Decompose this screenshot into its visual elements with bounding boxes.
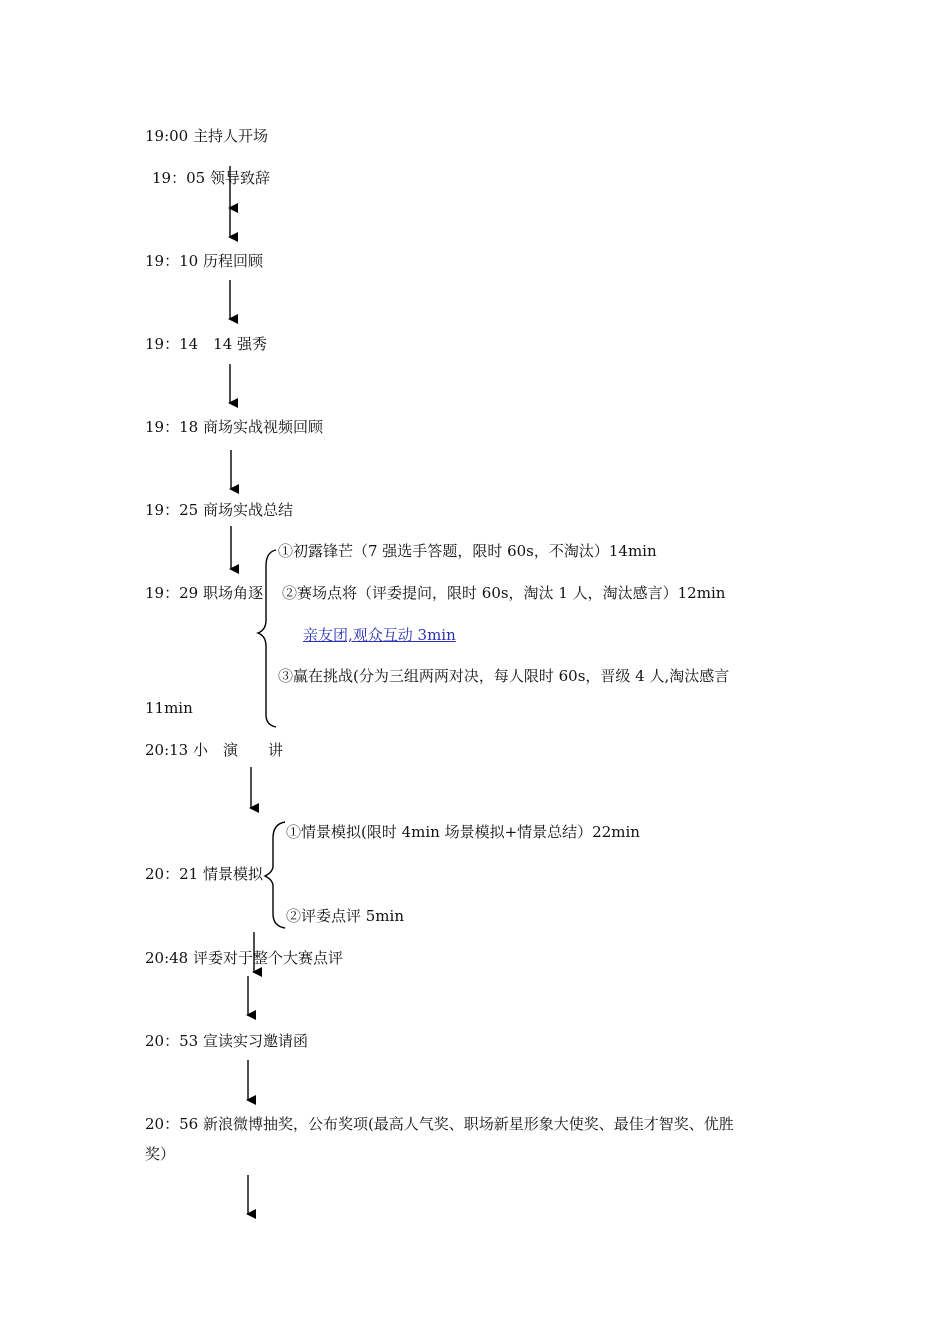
competition-round-3-tail: 11min	[145, 699, 193, 717]
competition-round-3: ③赢在挑战(分为三组两两对决，每人限时 60s，晋级 4 人,淘汰感言	[278, 667, 730, 685]
competition-round-2: ②赛场点将（评委提问，限时 60s，淘汰 1 人，淘汰感言）12min	[282, 584, 726, 602]
timeline-item: 20：56 新浪微博抽奖，公布奖项(最高人气奖、职场新星形象大使奖、最佳才智奖、优胜	[145, 1115, 734, 1133]
timeline-item: 19：10 历程回顾	[145, 252, 263, 270]
timeline-item: 20:13 小 演 讲	[145, 741, 283, 759]
brace-competition	[258, 550, 276, 727]
timeline-item: 20：53 宣读实习邀请函	[145, 1032, 308, 1050]
timeline-item: 19:00 主持人开场	[145, 127, 268, 145]
scenario-part-1: ①情景模拟(限时 4min 场景模拟+情景总结）22min	[286, 823, 640, 841]
timeline-item: 19：18 商场实战视频回顾	[145, 418, 323, 436]
timeline-item: 19：14 14 强秀	[145, 335, 268, 353]
timeline-item: 19：25 商场实战总结	[145, 501, 293, 519]
timeline-item: 20：21 情景模拟	[145, 865, 263, 883]
timeline-item: 20:48 评委对于整个大赛点评	[145, 949, 343, 967]
scenario-part-2: ②评委点评 5min	[286, 907, 404, 925]
audience-interaction-link[interactable]: 亲友团,观众互动 3min	[303, 626, 456, 644]
competition-round-1: ①初露锋芒（7 强选手答题，限时 60s，不淘汰）14min	[278, 542, 657, 560]
brace-scenario	[265, 822, 285, 928]
timeline-item: 19：05 领导致辞	[152, 169, 270, 187]
timeline-item: 19：29 职场角逐	[145, 584, 263, 602]
timeline-item-continuation: 奖）	[145, 1145, 176, 1163]
